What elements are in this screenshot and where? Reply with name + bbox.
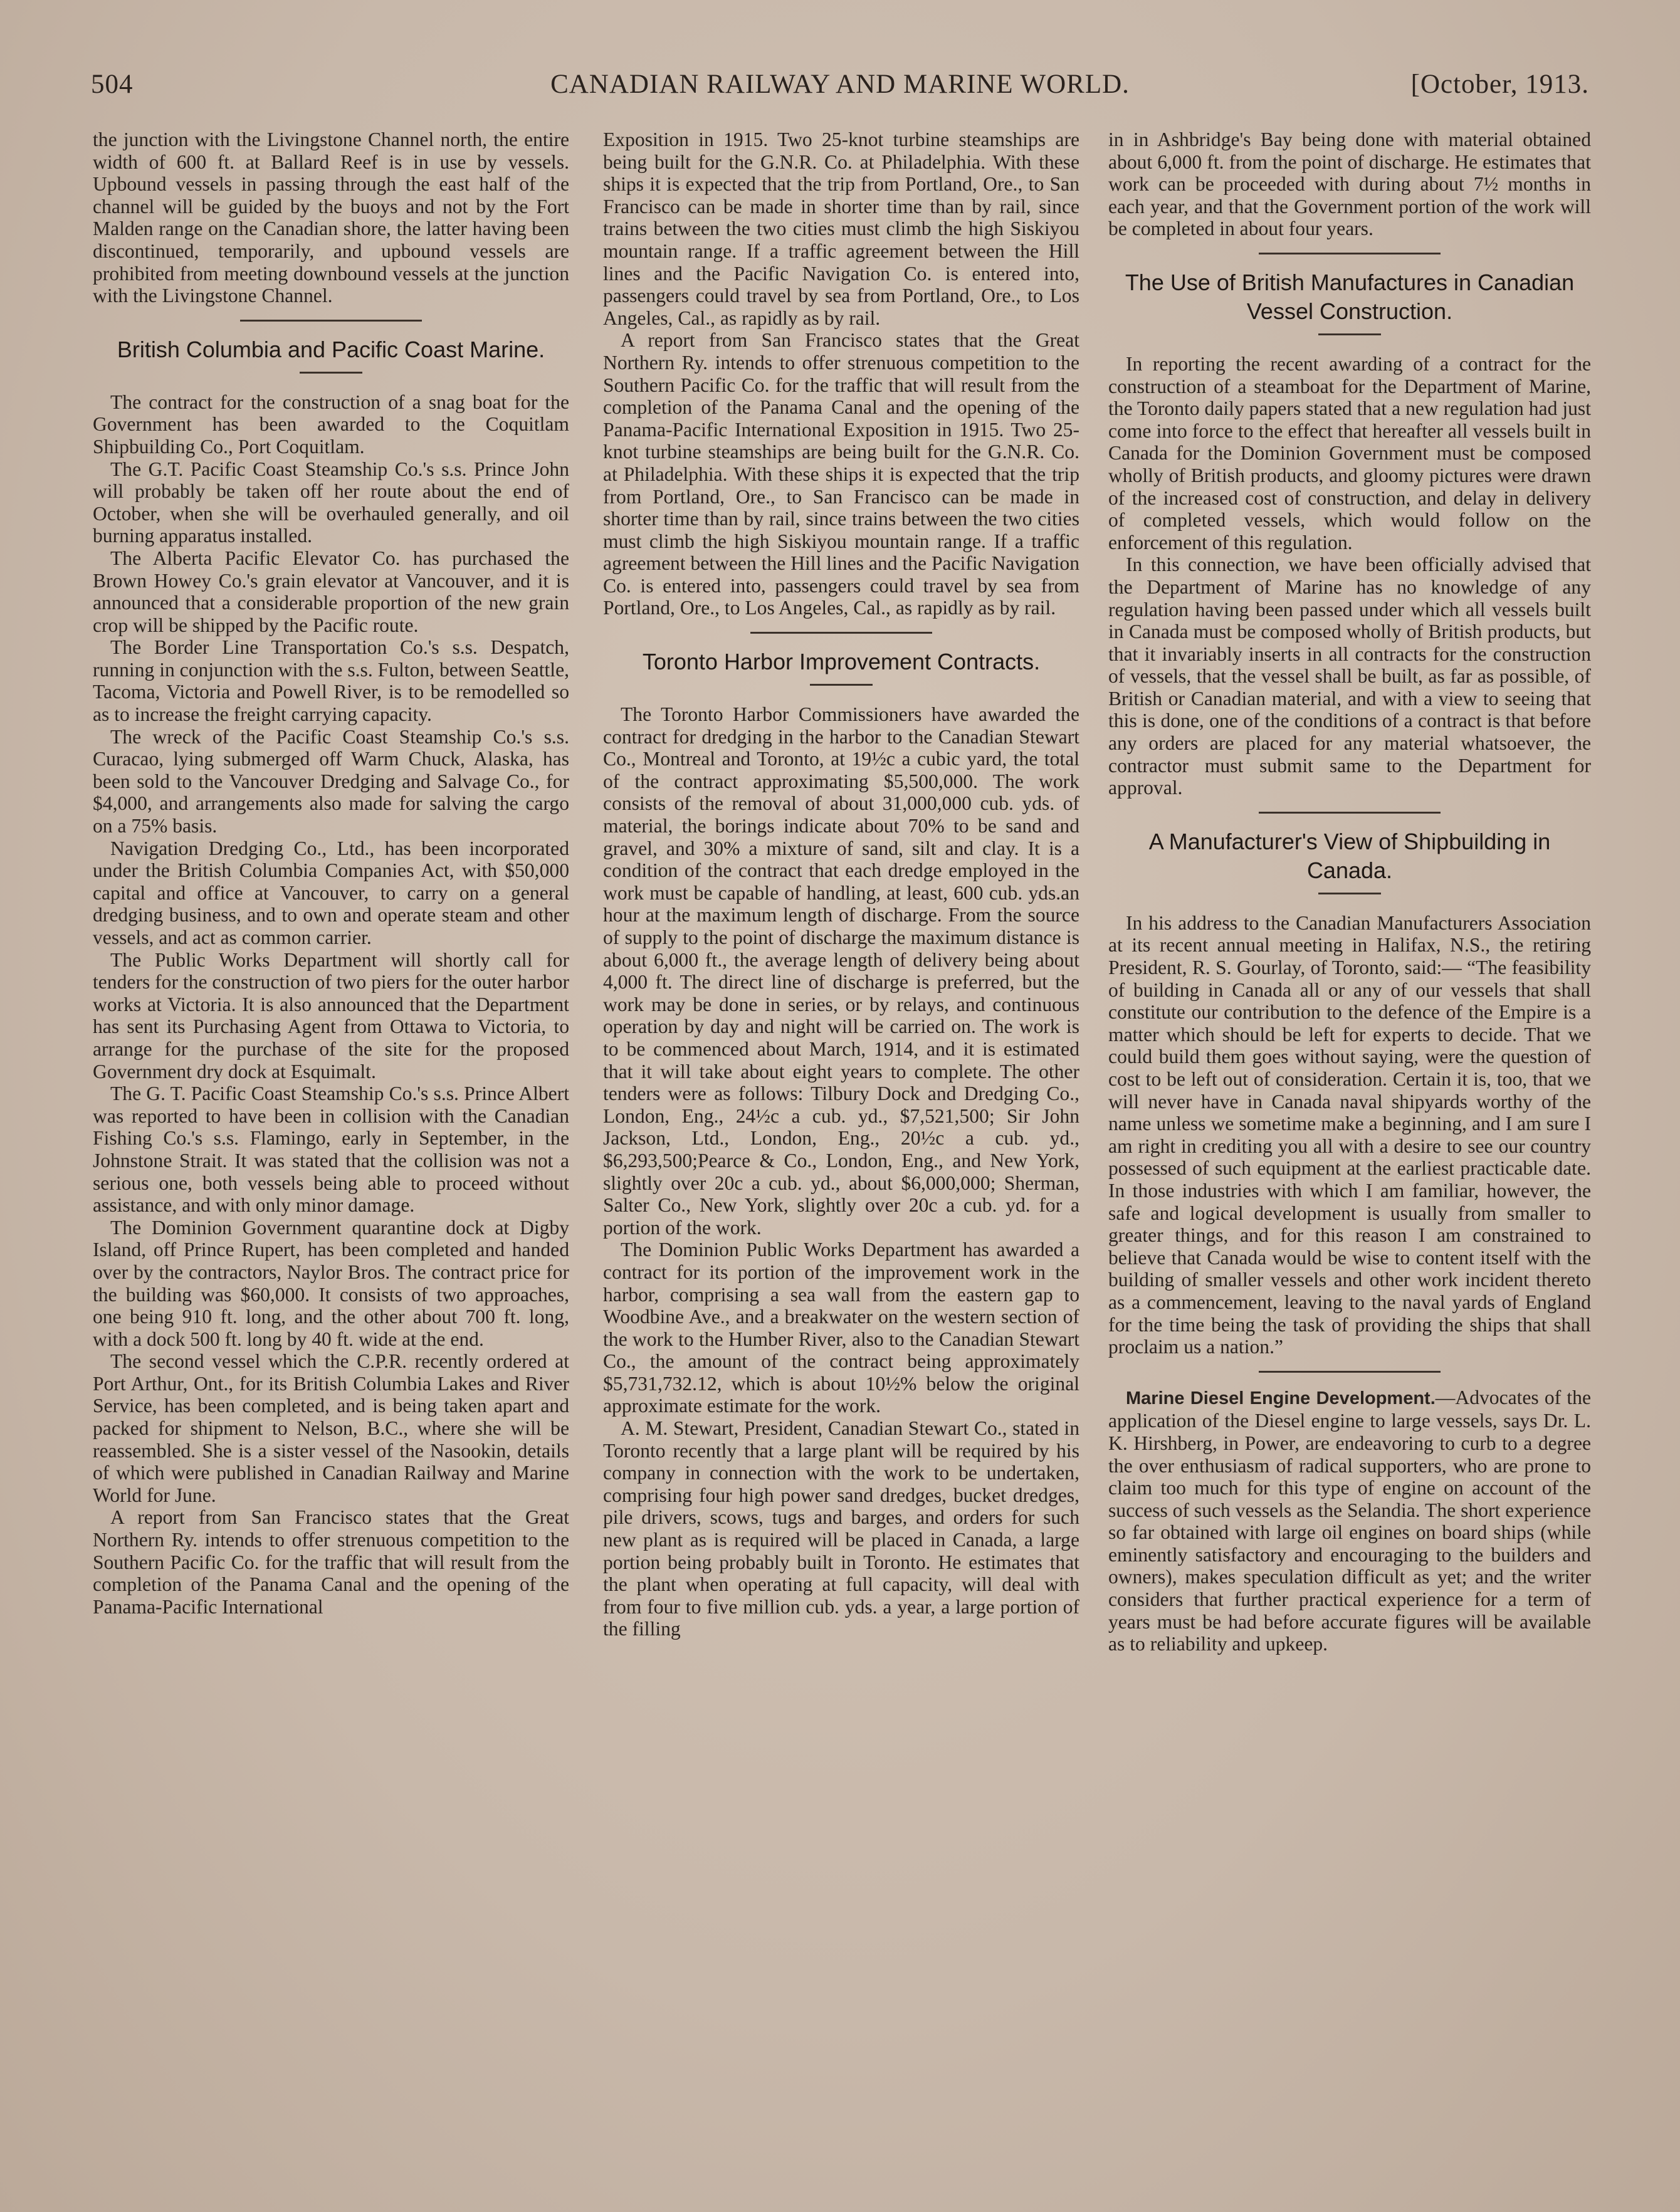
article-paragraph: Exposition in 1915. Two 25-knot turbine steamships are being built for the G.N.R. Co. at Philadelphia. With these ships it is expected that the trip from Portland, Ore., to San Francisco can be made in shorter time than by rail, since trains between the two cities must climb the high Siskiyou mountain range. If a traffic agreement between the Hill lines and the Pacific Navigation Co. is entered into, passengers could travel by sea from Portland, Ore., to Los Angeles, Cal., as rapidly as by rail. (603, 128, 1079, 329)
divider (750, 632, 932, 634)
column-3 (1108, 128, 1591, 1655)
article-paragraph: The Public Works Department will shortly call for tenders for the construction of two piers for the outer harbor works at Victoria. It is also announced that the Department has sent its Purchasing Agent from Ottawa to Victoria, to arrange for the purchase of the site for the proposed Government dry dock at Esquimalt. (93, 948, 569, 1082)
article-paragraph: in in Ashbridge's Bay being done with material obtained about 6,000 ft. from the point of discharge. He estimates that work can be proceeded with during about 7½ months in each year, and that the Government portion of the work will be completed in about four years. (1108, 128, 1591, 240)
divider (240, 320, 422, 322)
article-paragraph: The Border Line Transportation Co.'s s.s. Despatch, running in conjunction with the s.s. Fulton, between Seattle, Tacoma, Victoria and Powell River, is to be remodelled so as to increase the freight carrying capacity. (93, 636, 569, 726)
article-paragraph: The Toronto Harbor Commissioners have awarded the contract for dredging in the harbor to the Canadian Stewart Co., Montreal and Toronto, at 19½c a cubic yard, the total of the contract approximating $5,500,000. The work consists of the removal of about 31,000,000 cub. yds. of material, the borings indicate about 70% to be sand and gravel, and 30% a mixture of sand, silt and clay. It is a condition of the contract that each dredge employed in the work must be capable of handling, at least, 600 cub. yds.an hour at the maximum length of discharge. From the source of supply to the point of discharge the maximum distance is about 6,000 ft., the average length of delivery being about 4,000 ft. The direct line of discharge is preferred, but the work may be done in series, or by relays, and continuous operation by day and night will be carried on. The work is to be commenced about March, 1914, and it is estimated that it will take about eight years to complete. The other tenders were as follows: Tilbury Dock and Dredging Co., London, Eng., 24½c a cub. yd., $7,521,500; Sir John Jackson, Ltd., London, Eng., 20½c a cub. yd., $6,293,500;Pearce & Co., London, Eng., and New York, slightly over 20c a cub. yd., about $6,000,000; Sherman, Salter Co., New York, slightly over 20c a cub. yd. for a portion of the work. (603, 703, 1079, 1239)
divider (1259, 812, 1441, 814)
article-paragraph: A. M. Stewart, President, Canadian Stewart Co., stated in Toronto recently that a large plant will be required by his company in connection with the work to be undertaken, comprising four high power sand dredges, bucket dredges, pile drivers, scows, tugs and barges, and orders for such new plant as is required will be placed in Canada, a large portion being probably built in Toronto. He estimates that the plant when operating at full capacity, will deal with from four to five million cub. yds. a year, a large portion of the filling (603, 1417, 1079, 1640)
article-heading: A Manufacturer's View of Shipbuilding in Canada. (1148, 828, 1551, 883)
article-paragraph: A report from San Francisco states that the Great Northern Ry. intends to offer strenuous competition to the Southern Pacific Co. for the traffic that will result from the completion of the Panama Canal and the opening of the Panama-Pacific International Exposition in 1915. Two 25-knot turbine steamships are being built for the G.N.R. Co. at Philadelphia. With these ships it is expected that the trip from Portland, Ore., to San Francisco can be made in shorter time than by rail, since trains between the two cities must climb the high Siskiyou mountain range. If a traffic agreement between the Hill lines and the Pacific Navigation Co. is entered into, passengers could travel by sea from Portland, Ore., to Los Angeles, Cal., as rapidly as by rail. (603, 329, 1079, 619)
heading-rule (810, 684, 873, 686)
article-paragraph: In reporting the recent awarding of a contract for the construction of a steamboat for the Department of Marine, the Toronto daily papers stated that a new regulation had just come into force to the effect that hereafter all vessels built in Canada for the Dominion Government must be composed wholly of British products, and gloomy pictures were drawn of the increased cost of construction, and delay in delivery of completed vessels, which would follow on the enforcement of this regulation. (1108, 352, 1591, 553)
paragraph-body: —Advocates of the application of the Diesel engine to large vessels, says Dr. L. K. Hirshberg, in Power, are endeavoring to curb to a degree the over enthusiasm of radical supporters, who are prone to claim too much for this type of engine on account of the success of such vessels as the Selandia. The short experience so far obtained with large oil engines on board ships (while eminently satisfactory and encouraging to the builders and owners), makes speculation difficult as yet; and the writer considers that further practical experience for a term of years must be had before accurate figures will be available as to reliability and upkeep. (1108, 1386, 1592, 1655)
article-paragraph: The contract for the construction of a snag boat for the Government has been awarded to the Coquitlam Shipbuilding Co., Port Coquitlam. (93, 391, 569, 458)
page-header (91, 69, 1589, 107)
divider (1259, 1371, 1441, 1373)
article-paragraph: A report from San Francisco states that the Great Northern Ry. intends to offer strenuous competition to the Southern Pacific Co. for the traffic that will result from the completion of the Panama Canal and the opening of the Panama-Pacific International (93, 1506, 569, 1618)
article-heading: The Use of British Manufactures in Canadian Vessel Construction. (1125, 269, 1575, 324)
article-paragraph: The Dominion Government quarantine dock at Digby Island, off Prince Rupert, has been completed and handed over by the contractors, Naylor Bros. The contract price for the building was $60,000. It consists of two approaches, one being 910 ft. long, and the other about 700 ft. long, with a dock 500 ft. long by 40 ft. wide at the end. (93, 1216, 569, 1350)
page-number: 504 (91, 70, 134, 99)
article-paragraph: The Alberta Pacific Elevator Co. has purchased the Brown Howey Co.'s grain elevator at Vancouver, and it is announced that a considerable proportion of the new grain crop will be shipped by the Pacific route. (93, 547, 569, 636)
article-heading: British Columbia and Pacific Coast Marine. (117, 336, 545, 362)
heading-rule (1318, 893, 1381, 894)
column-2 (603, 128, 1079, 1640)
article-paragraph: In this connection, we have been officially advised that the Department of Marine has no knowledge of any regulation having been passed under which all vessels built in Canada must be composed wholly of British products, but that it invariably inserts in all contracts for the construction of vessels, that the vessel shall be built, as far as possible, of British or Canadian material, and with a view to seeing that this is done, one of the conditions of a contract is that before any orders are placed for any material whatsoever, the contractor must submit same to the Department for approval. (1108, 553, 1591, 799)
heading-rule (300, 372, 362, 374)
divider (1259, 253, 1441, 254)
article-paragraph: The second vessel which the C.P.R. recently ordered at Port Arthur, Ont., for its British Columbia Lakes and River Service, has been completed, and is being taken apart and packed for shipment to Nelson, B.C., where she will be reassembled. She is a sister vessel of the Nasookin, details of which were published in Canadian Railway and Marine World for June. (93, 1350, 569, 1506)
article-paragraph: The G.T. Pacific Coast Steamship Co.'s s.s. Prince John will probably be taken off her route about the end of October, when she will be overhauled generally, and oil burning apparatus installed. (93, 458, 569, 547)
article-paragraph: In his address to the Canadian Manufacturers Association at its recent annual meeting in Halifax, N.S., the retiring President, R. S. Gourlay, of Toronto, said:— “The feasibility of building in Canada all or any of our vessels that shall constitute our contribution to the defence of the Empire is a matter which should be left for experts to decide. That we could build them goes without saying, were the question of cost to be left out of consideration. Certain it is, too, that we will never have in Canada naval shipyards worthy of the name unless we sometime make a beginning, and I am sure I am right in crediting you all with a desire to see our country possessed of such equipment at the earliest practicable date. In those industries with which I am familiar, however, the safe and logical development is usually from smaller to greater things, and for this reason I am constrained to believe that Canada would be wise to content itself with the building of smaller vessels and other work incident thereto as a commencement, leaving to the naval yards of England for the time being the task of providing the ships that shall proclaim us a nation.” (1108, 911, 1591, 1358)
heading-rule (1318, 333, 1381, 335)
article-paragraph: The wreck of the Pacific Coast Steamship Co.'s s.s. Curacao, lying submerged off Warm Chuck, Alaska, has been sold to the Vancouver Dredging and Salvage Co., for $4,000, and arrangements also made for salving the cargo on a 75% basis. (93, 725, 569, 837)
column-1 (93, 128, 569, 1618)
article-paragraph: The G. T. Pacific Coast Steamship Co.'s s.s. Prince Albert was reported to have been in collision with the Canadian Fishing Co.'s s.s. Flamingo, early in September, in the Johnstone Strait. It was stated that the collision was not a serious one, both vessels being able to proceed without assistance, and with only minor damage. (93, 1082, 569, 1217)
article-paragraph: Navigation Dredging Co., Ltd., has been incorporated under the British Columbia Companies Act, with $50,000 capital and office at Vancouver, to carry on a general dredging business, and to own and operate steam and other vessels, and act as common carrier. (93, 837, 569, 948)
paragraph-lead: Marine Diesel Engine Development. (1126, 1388, 1436, 1408)
publication-title: CANADIAN RAILWAY AND MARINE WORLD. (550, 70, 1130, 99)
article-paragraph: The Dominion Public Works Department has awarded a contract for its portion of the improvement work in the harbor, comprising a sea wall from the eastern gap to Woodbine Ave., and a breakwater on the western section of the work to the Humber River, also to the Canadian Stewart Co., the amount of the contract being approximately $5,731,732.12, which is about 10½% below the original approximate estimate for the work. (603, 1239, 1079, 1417)
article-heading: Toronto Harbor Improvement Contracts. (642, 649, 1041, 675)
article-paragraph (1108, 1386, 1591, 1655)
article-paragraph: the junction with the Livingstone Channel north, the entire width of 600 ft. at Ballard Reef is in use by vessels. Upbound vessels in passing through the east half of the channel will be guided by the buoys and not by the Fort Malden range on the Canadian shore, the latter having been discontinued, temporarily, and upbound vessels are prohibited from meeting downbound vessels at the junction with the Livingstone Channel. (93, 128, 569, 307)
issue-date: [October, 1913. (1410, 70, 1589, 99)
